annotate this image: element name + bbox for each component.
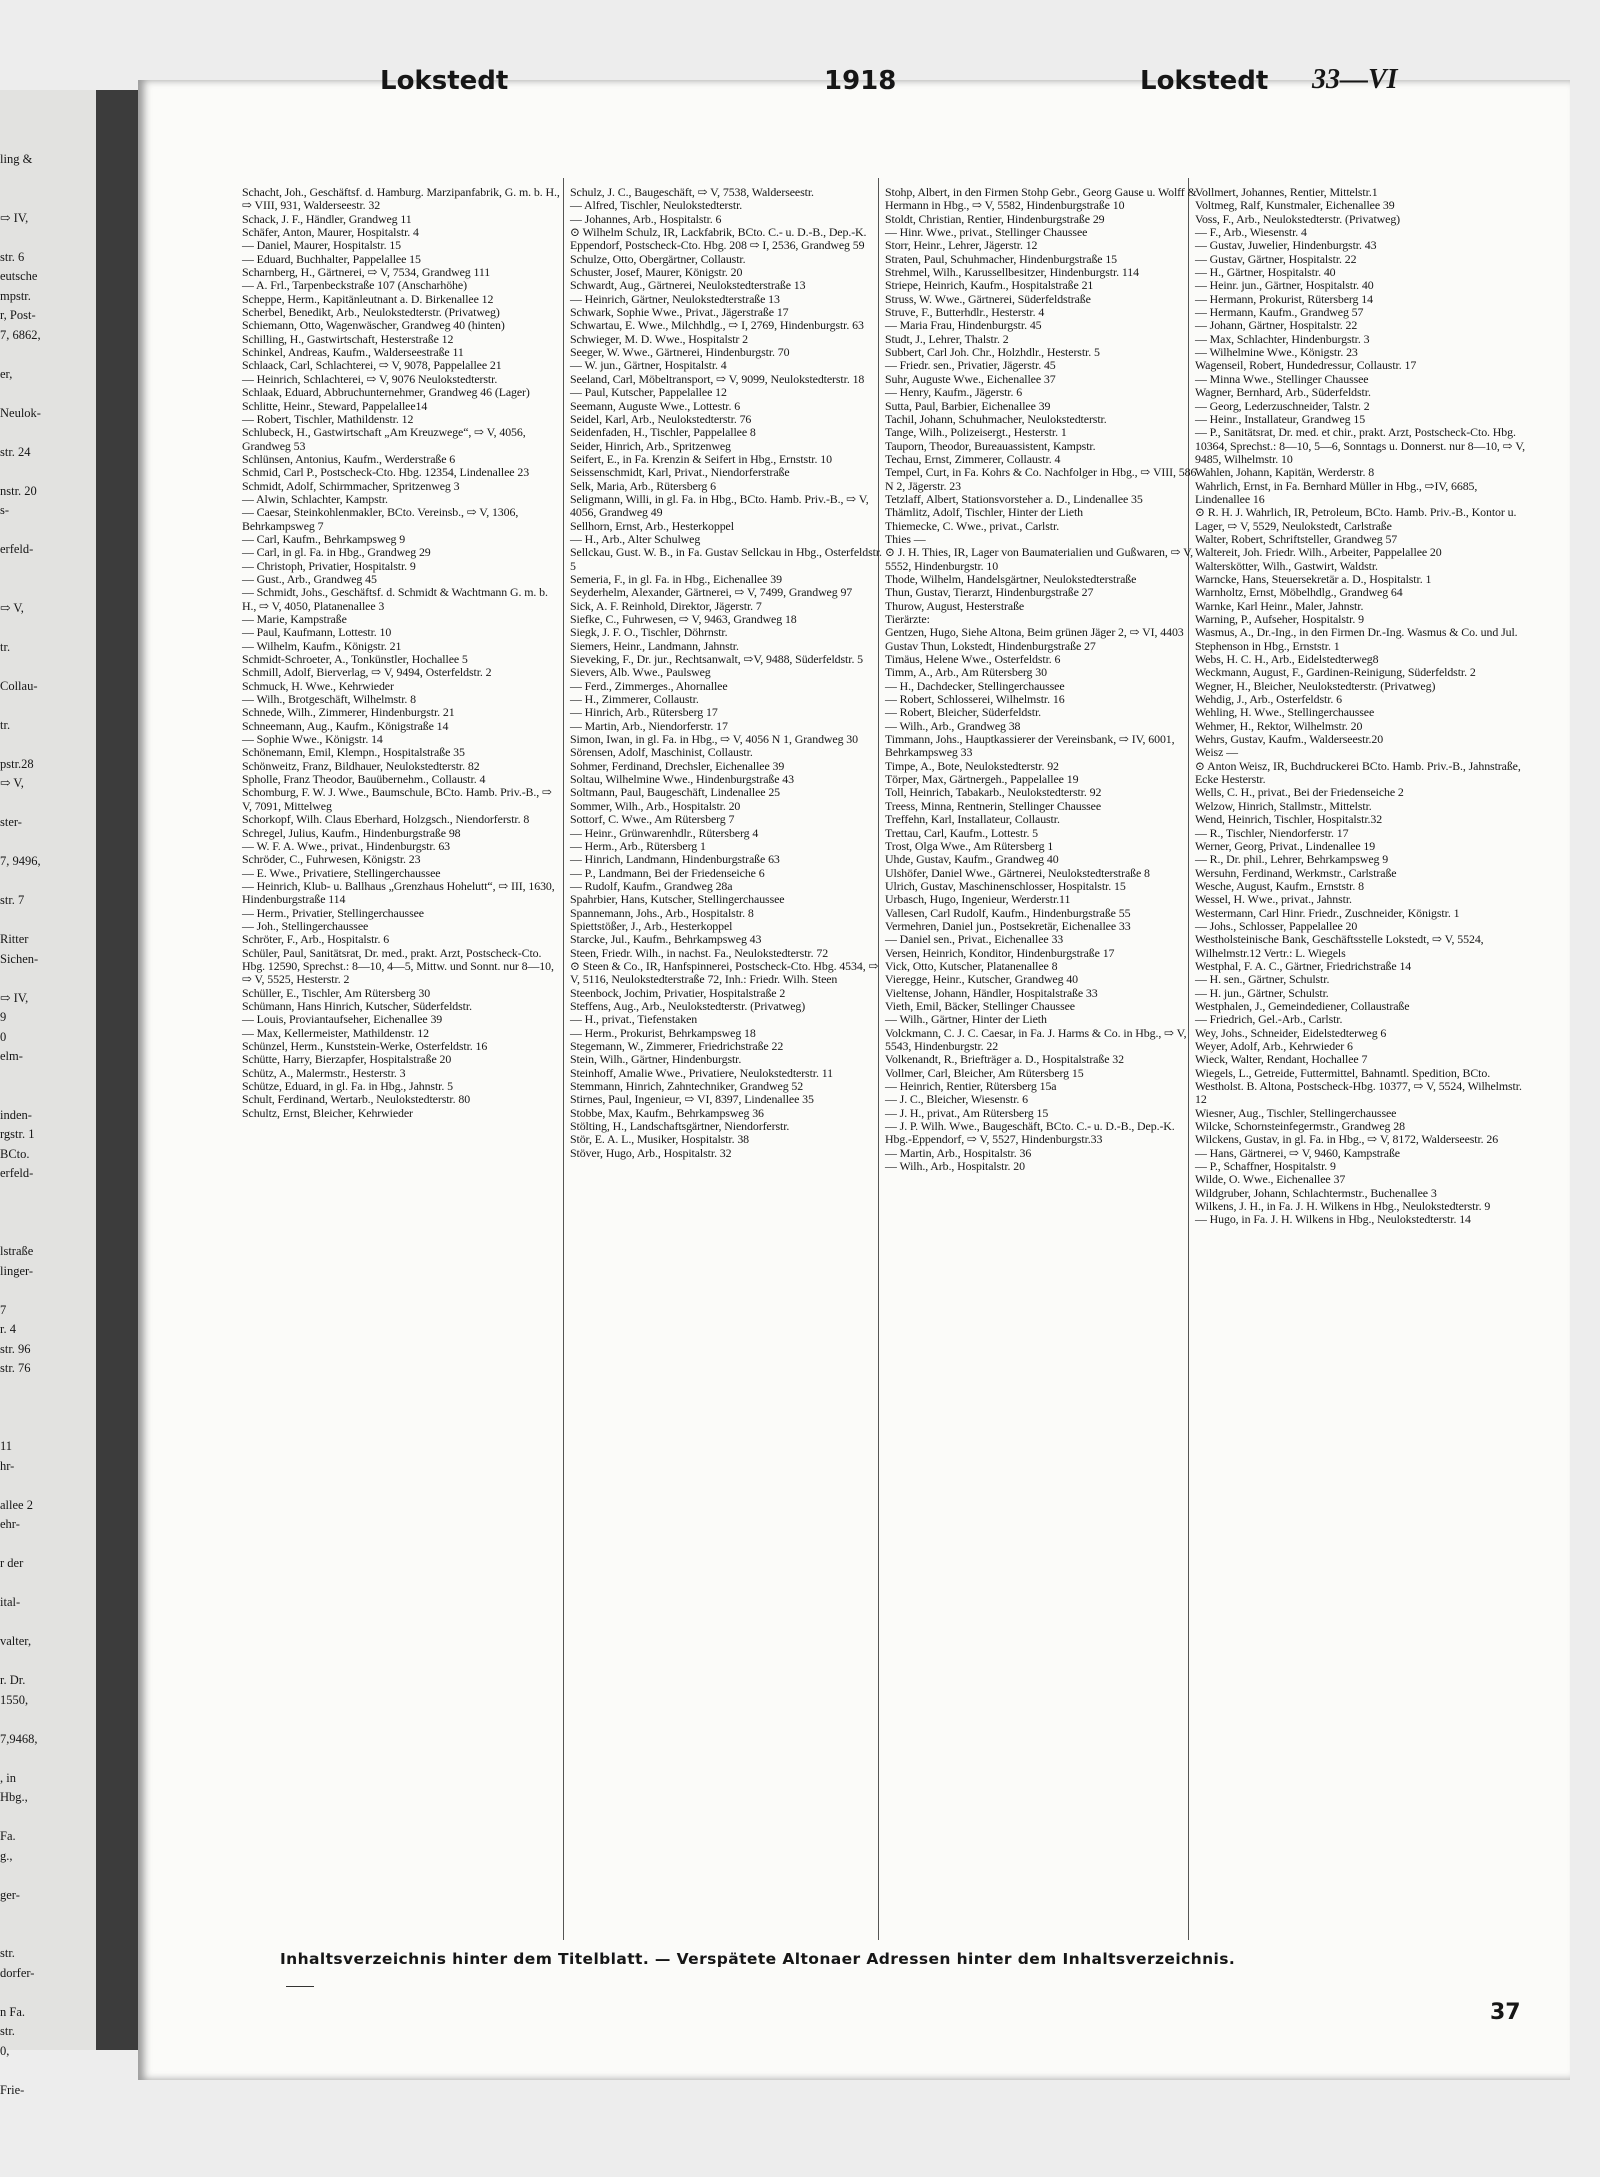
left-page-line [0, 1652, 96, 1672]
left-page-line [0, 1086, 96, 1106]
left-page-line: ital- [0, 1595, 21, 1609]
left-page-line: g., [0, 1848, 13, 1863]
left-page-line: r der [0, 1556, 24, 1570]
left-page-line: str. 24 [0, 444, 31, 459]
left-page-line: inden- [0, 1107, 32, 1122]
left-page-line [0, 1184, 96, 1204]
left-page-line: Collau- [0, 678, 38, 693]
left-page-line: BCto. [0, 1146, 30, 1161]
left-page-line [0, 423, 96, 443]
left-page-line: linger- [0, 1263, 34, 1278]
left-page-line [0, 1379, 96, 1399]
left-page-line: str. [0, 2024, 15, 2038]
left-page-line [0, 1983, 96, 2003]
left-page-line: elm- [0, 1049, 23, 1063]
left-page-line: ⇨ IV, [0, 990, 29, 1005]
left-page-line: tr. [0, 639, 11, 654]
left-page-line [0, 735, 96, 755]
left-page-line: 7 [0, 1302, 7, 1317]
left-page-line: tr. [0, 717, 11, 732]
left-page-line [0, 1866, 96, 1886]
left-page-line: nstr. 20 [0, 483, 37, 498]
left-page-line [0, 1398, 96, 1418]
left-page-line: 7,9468, [0, 1731, 38, 1746]
left-page-line: 7, 6862, [0, 327, 41, 342]
left-page-line: str. 96 [0, 1341, 31, 1356]
left-page-line [0, 618, 96, 638]
left-page-line [0, 560, 96, 580]
footer-rule [286, 1986, 314, 1987]
left-page-line: Ritter [0, 932, 29, 946]
left-page-line [0, 1223, 96, 1243]
left-page-line: str. [0, 1946, 15, 1960]
left-page-line [0, 872, 96, 892]
left-page-fragment [0, 90, 98, 2097]
directory-column-4: Vollmert, Johannes, Rentier, Mittelstr.1 Voltmeg, Ralf, Kunstmaler, Eichenallee 39 Voss, F., Arb., Neulokstedterstr. (Privatweg) — F., Arb., Wiesenstr. 4 — Gustav, Juwelier, Hindenburgstr. 43 — Gustav, Gärtner, Hospitalstr. 22 — H., Gärtner, Hospitalstr. 40 — Heinr. jun., Gärtner, Hospitalstr. 40 — Hermann, Prokurist, Rütersberg 14 — Hermann, Kaufm., Grandweg 57 — Johann, Gärtner, Hospitalstr. 22 — Max, Schlachter, Hindenburgstr. 3 — Wilhelmine Wwe., Königstr. 23 Wagenseil, Robert, Hundedressur, Collaustr. 17 — Minna Wwe., Stellinger Chaussee Wagner, Bernhard, Arb., Süderfeldstr. — Georg, Lederzuschneider, Talstr. 2 — Heinr., Installateur, Grandweg 15 — P., Sanitätsrat, Dr. med. et chir., prakt. Arzt, Postscheck-Cto. Hbg. 10364, Sprechst.: 8—10, 5—6, Sonntags u. Donnerst. nur 8—10, ⇨ V, 9485, Wilhelmstr. 10 Wahlen, Johann, Kapitän, Werderstr. 8 Wahrlich, Ernst, in Fa. Bernhard Müller in Hbg., ⇨IV, 6685, Lindenallee 16 ⊙ R. H. J. Wahrlich, IR, Petroleum, BCto. Hamb. Priv.-B., Kontor u. Lager, ⇨ V, 5529, Neulokstedt, Carlstraße Walter, Robert, Schriftsteller, Grandweg 57 Waltereit, Joh. Friedr. Wilh., Arbeiter, Pappelallee 20 Walterskötter, Wilh., Gastwirt, Waldstr. Warncke, Hans, Steuersekretär a. D., Hospitalstr. 1 Warnholtz, Ernst, Möbelhdlg., Grandweg 64 Warnke, Karl Heinr., Maler, Jahnstr. Warning, P., Aufseher, Hospitalstr. 9 Wasmus, A., Dr.-Ing., in den Firmen Dr.-Ing. Wasmus & Co. und Jul. Stephenson in Hbg., Ernststr. 1 Webs, H. C. H., Arb., Eidelstedterweg8 Weckmann, August, F., Gardinen-Reinigung, Süderfeldstr. 2 Wegner, H., Bleicher, Neulokstedterstr. (Privatweg) Wehdig, J., Arb., Osterfeldstr. 6 Wehling, H. Wwe., Stellingerchaussee Wehmer, H., Rektor, Wilhelmstr. 20 Wehrs, Gustav, Kaufm., Walderseestr.20 Weisz — ⊙ Anton Weisz, IR, Buchdruckerei BCto. Hamb. Priv.-B., Jahnstraße, Ecke Hesterstr. Wells, C. H., privat., Bei der Friedenseiche 2 Welzow, Hinrich, Stallmstr., Mittelstr. Wend, Heinrich, Tischler, Hospitalstr.32 — R., Tischler, Niendorferstr. 17 Werner, Georg, Privat., Lindenallee 19 — R., Dr. phil., Lehrer, Behrkampsweg 9 Wersuhn, Ferdinand, Werkmstr., Carlstraße Wesche, August, Kaufm., Ernststr. 8 Wessel, H. Wwe., privat., Jahnstr. Westermann, Carl Hinr. Friedr., Zuschneider, Königstr. 1 — Johs., Schlosser, Pappelallee 20 Westholsteinische Bank, Geschäftsstelle Lokstedt, ⇨ V, 5524, Wilhelmstr.12 Vertr.: L. Wiegels Westphal, F. A. C., Gärtner, Friedrichstraße 14 — H. sen., Gärtner, Schulstr. — H. jun., Gärtner, Schulstr. Westphalen, J., Gemeindediener, Collaustraße — Friedrich, Gel.-Arb., Carlstr. Wey, Johs., Schneider, Eidelstedterweg 6 Weyer, Adolf, Arb., Kehrwieder 6 Wieck, Walter, Rendant, Hochallee 7 Wiegels, L., Getreide, Futtermittel, Bahnamtl. Spedition, BCto. Westholst. B. Altona, Postscheck-Hbg. 10377, ⇨ V, 5524, Wilhelmstr. 12 Wiesner, Aug., Tischler, Stellingerchaussee Wilcke, Schornsteinfegermstr., Grandweg 28 Wilckens, Gustav, in gl. Fa. in Hbg., ⇨ V, 8172, Walderseestr. 26 — Hans, Gärtnerei, ⇨ V, 9460, Kampstraße — P., Schaffner, Hospitalstr. 9 Wilde, O. Wwe., Eichenallee 37 Wildgruber, Johann, Schlachtermstr., Buchenallee 3 Wilkens, J. H., in Fa. J. H. Wilkens in Hbg., Neulokstedterstr. 9 — Hugo, in Fa. J. H. Wilkens in Hbg., Neulokstedterstr. 14 [1195, 185, 1526, 1227]
left-page-line: r, Post- [0, 308, 36, 322]
page-number: 37 [1490, 2000, 1521, 2025]
left-page-line [0, 1925, 96, 1945]
left-page-line: , in [0, 1770, 16, 1785]
left-page-line [0, 1535, 96, 1555]
left-page-line [0, 462, 96, 482]
directory-column-1: Schacht, Joh., Geschäftsf. d. Hamburg. Marzipanfabrik, G. m. b. H., ⇨ VIII, 931, Walderseestr. 32 Schack, J. F., Händler, Grandweg 11 Schäfer, Anton, Maurer, Hospitalstr. 4 — Daniel, Maurer, Hospitalstr. 15 — Eduard, Buchhalter, Pappelallee 15 Scharnberg, H., Gärtnerei, ⇨ V, 7534, Grandweg 111 — A. Frl., Tarpenbeckstraße 107 (Anscharhöhe) Scheppe, Herm., Kapitänleutnant a. D. Birkenallee 12 Scherbel, Benedikt, Arb., Neulokstedterstr. (Privatweg) Schiemann, Otto, Wagenwäscher, Grandweg 40 (hinten) Schilling, H., Gastwirtschaft, Hesterstraße 12 Schinkel, Andreas, Kaufm., Walderseestraße 11 Schlaack, Carl, Schlachterei, ⇨ V, 9078, Pappelallee 21 — Heinrich, Schlachterei, ⇨ V, 9076 Neulokstedterstr. Schlaak, Eduard, Abbruchunternehmer, Grandweg 46 (Lager) Schlitte, Heinr., Steward, Pappelallee14 — Robert, Tischler, Mathildenstr. 12 Schlubeck, H., Gastwirtschaft „Am Kreuzwege“, ⇨ V, 4056, Grandweg 53 Schlünsen, Antonius, Kaufm., Werderstraße 6 Schmid, Carl P., Postscheck-Cto. Hbg. 12354, Lindenallee 23 Schmidt, Adolf, Schirmmacher, Spritzenweg 3 — Alwin, Schlachter, Kampstr. — Caesar, Steinkohlenmakler, BCto. Vereinsb., ⇨ V, 1306, Behrkampsweg 7 — Carl, Kaufm., Behrkampsweg 9 — Carl, in gl. Fa. in Hbg., Grandweg 29 — Christoph, Privatier, Hospitalstr. 9 — Gust., Arb., Grandweg 45 — Schmidt, Johs., Geschäftsf. d. Schmidt & Wachtmann G. m. b. H., ⇨ V, 4050, Platanenallee 3 — Marie, Kampstraße — Paul, Kaufmann, Lottestr. 10 — Wilhelm, Kaufm., Königstr. 21 Schmidt-Schroeter, A., Tonkünstler, Hochallee 5 Schmill, Adolf, Bierverlag, ⇨ V, 9494, Osterfeldstr. 2 Schmuck, H. Wwe., Kehrwieder — Wilh., Brotgeschäft, Wilhelmstr. 8 Schnede, Wilh., Zimmerer, Hindenburgstr. 21 Schneemann, Aug., Kaufm., Königstraße 14 — Sophie Wwe., Königstr. 14 Schönemann, Emil, Klempn., Hospitalstraße 35 Schönweitz, Franz, Bildhauer, Neulokstedterstr. 82 Spholle, Franz Theodor, Bauübernehm., Collaustr. 4 Schomburg, F. W. J. Wwe., Baumschule, BCto. Hamb. Priv.-B., ⇨ V, 7091, Mittelweg Schorkopf, Wilh. Claus Eberhard, Holzgsch., Niendorferstr. 8 Schregel, Julius, Kaufm., Hindenburgstraße 98 — W. F. A. Wwe., privat., Hindenburgstr. 63 Schröder, C., Fuhrwesen, Königstr. 23 — E. Wwe., Privatiere, Stellingerchaussee — Heinrich, Klub- u. Ballhaus „Grenzhaus Hohelutt“, ⇨ III, 1630, Hindenburgstraße 114 — Herm., Privatier, Stellingerchaussee — Joh., Stellingerchaussee Schröter, F., Arb., Hospitalstr. 6 Schüler, Paul, Sanitätsrat, Dr. med., prakt. Arzt, Postscheck-Cto. Hbg. 12590, Sprechst.: 8—10, 4—5, Mittw. und Sonnt. nur 8—10, ⇨ V, 5525, Hesterstr. 2 Schüller, E., Tischler, Am Rütersberg 30 Schümann, Hans Hinrich, Kutscher, Süderfeldstr. — Louis, Proviantaufseher, Eichenallee 39 — Max, Kellermeister, Mathildenstr. 12 Schünzel, Herm., Kunststein-Werke, Osterfeldstr. 16 Schütte, Harry, Bierzapfer, Hospitalstraße 20 Schütz, A., Malermstr., Hesterstr. 3 Schütze, Eduard, in gl. Fa. in Hbg., Jahnstr. 5 Schult, Ferdinand, Wertarb., Neulokstedterstr. 80 Schultz, Ernst, Bleicher, Kehrwieder [242, 185, 560, 1120]
left-page-line: str. 76 [0, 1361, 31, 1375]
left-page-line [0, 1067, 96, 1087]
left-page-line [0, 1418, 96, 1438]
left-page-line: Fa. [0, 1829, 16, 1843]
footer-notice: Inhaltsverzeichnis hinter dem Titelblatt. — Verspätete Altonaer Adressen hinter dem Inhaltsverzeichnis. [280, 1950, 1236, 1968]
left-page-line: eutsche [0, 269, 38, 283]
left-page-line [0, 1710, 96, 1730]
left-page-line [0, 579, 96, 599]
left-page-line [0, 228, 96, 248]
page-header [100, 66, 1400, 106]
left-page-line [0, 1476, 96, 1496]
left-page-line [0, 794, 96, 814]
left-page-line: erfeld- [0, 542, 34, 556]
left-page-line [0, 1905, 96, 1925]
left-page-line [0, 189, 96, 209]
left-page-line: valter, [0, 1634, 32, 1648]
header-right-title: Lokstedt [1140, 66, 1269, 96]
directory-column-2: Schulz, J. C., Baugeschäft, ⇨ V, 7538, Walderseestr. — Alfred, Tischler, Neulokstedterstr. — Johannes, Arb., Hospitalstr. 6 ⊙ Wilhelm Schulz, IR, Lackfabrik, BCto. C.- u. D.-B., Dep.-K. Eppendorf, Postscheck-Cto. Hbg. 208 ⇨ I, 2536, Grandweg 59 Schulze, Otto, Obergärtner, Collaustr. Schuster, Josef, Maurer, Königstr. 20 Schwardt, Aug., Gärtnerei, Neulokstedterstraße 13 — Heinrich, Gärtner, Neulokstedterstraße 13 Schwark, Sophie Wwe., Privat., Jägerstraße 17 Schwartau, E. Wwe., Milchhdlg., ⇨ I, 2769, Hindenburgstr. 63 Schwieger, M. D. Wwe., Hospitalstr 2 Seeger, W. Wwe., Gärtnerei, Hindenburgstr. 70 — W. jun., Gärtner, Hospitalstr. 4 Seeland, Carl, Möbeltransport, ⇨ V, 9099, Neulokstedterstr. 18 — Paul, Kutscher, Pappelallee 12 Seemann, Auguste Wwe., Lottestr. 6 Seidel, Karl, Arb., Neulokstedterstr. 76 Seidenfaden, H., Tischler, Pappelallee 8 Seider, Hinrich, Arb., Spritzenweg Seifert, E., in Fa. Krenzin & Seifert in Hbg., Ernststr. 10 Seissenschmidt, Karl, Privat., Niendorferstraße Selk, Maria, Arb., Rütersberg 6 Seligmann, Willi, in gl. Fa. in Hbg., BCto. Hamb. Priv.-B., ⇨ V, 4056, Grandweg 49 Sellhorn, Ernst, Arb., Hesterkoppel — H., Arb., Alter Schulweg Sellckau, Gust. W. B., in Fa. Gustav Sellckau in Hbg., Osterfeldstr. 5 Semeria, F., in gl. Fa. in Hbg., Eichenallee 39 Seyderhelm, Alexander, Gärtnerei, ⇨ V, 7499, Grandweg 97 Sick, A. F. Reinhold, Direktor, Jägerstr. 7 Siefke, C., Fuhrwesen, ⇨ V, 9463, Grandweg 18 Siegk, J. F. O., Tischler, Döhrnstr. Siemers, Heinr., Landmann, Jahnstr. Sieveking, F., Dr. jur., Rechtsanwalt, ⇨V, 9488, Süderfeldstr. 5 Sievers, Alb. Wwe., Paulsweg — Ferd., Zimmerges., Ahornallee — H., Zimmerer, Collaustr. — Hinrich, Arb., Rütersberg 17 — Martin, Arb., Niendorferstr. 17 Simon, Iwan, in gl. Fa. in Hbg., ⇨ V, 4056 N 1, Grandweg 30 Sörensen, Adolf, Maschinist, Collaustr. Sohmer, Ferdinand, Drechsler, Eichenallee 39 Soltau, Wilhelmine Wwe., Hindenburgstraße 43 Soltmann, Paul, Baugeschäft, Lindenallee 25 Sommer, Wilh., Arb., Hospitalstr. 20 Sottorf, C. Wwe., Am Rütersberg 7 — Heinr., Grünwarenhdlr., Rütersberg 4 — Herm., Arb., Rütersberg 1 — Hinrich, Landmann, Hindenburgstraße 63 — P., Landmann, Bei der Friedenseiche 6 — Rudolf, Kaufm., Grandweg 28a Spahrbier, Hans, Kutscher, Stellingerchaussee Spannemann, Johs., Arb., Hospitalstr. 8 Spiettstößer, J., Arb., Hesterkoppel Starcke, Jul., Kaufm., Behrkampsweg 43 Steen, Friedr. Wilh., in nachst. Fa., Neulokstedterstr. 72 ⊙ Steen & Co., IR, Hanfspinnerei, Postscheck-Cto. Hbg. 4534, ⇨ V, 5116, Neulokstedterstraße 72, Inh.: Friedr. Wilh. Steen Steenbock, Jochim, Privatier, Hospitalstraße 2 Steffens, Aug., Arb., Neulokstedterstr. (Privatweg) — H., privat., Tiefenstaken — Herm., Prokurist, Behrkampsweg 18 Stegemann, W., Zimmerer, Friedrichstraße 22 Stein, Wilh., Gärtner, Hindenburgstr. Steinhoff, Amalie Wwe., Privatiere, Neulokstedterstr. 11 Stemmann, Hinrich, Zahntechniker, Grandweg 52 Stirnes, Paul, Ingenieur, ⇨ VI, 8397, Lindenallee 35 Stobbe, Max, Kaufm., Behrkampsweg 36 Stölting, H., Landschaftsgärtner, Niendorferstr. Stör, E. A. L., Musiker, Hospitalstr. 38 Stöver, Hugo, Arb., Hospitalstr. 32 [570, 185, 882, 1160]
left-page-text [0, 150, 96, 2100]
left-page-line: str. 7 [0, 893, 25, 907]
left-page-line: 11 [0, 1439, 13, 1453]
left-page-line: ⇨ V, [0, 776, 24, 790]
left-page-line [0, 911, 96, 931]
left-page-line [0, 521, 96, 541]
left-page-line: ehr- [0, 1517, 20, 1531]
left-page-line: ⇨ V, [0, 600, 24, 615]
left-page-line [0, 969, 96, 989]
left-page-line [0, 345, 96, 365]
left-page-line: Sichen- [0, 951, 39, 966]
left-page-line [0, 1203, 96, 1223]
left-page-line: Frie- [0, 2082, 25, 2097]
left-page-line [0, 170, 96, 190]
left-page-line [0, 384, 96, 404]
directory-column-3: Stohp, Albert, in den Firmen Stohp Gebr., Georg Gause u. Wolff & Hermann in Hbg., ⇨ V, 5582, Hindenburgstraße 10 Stoldt, Christian, Rentier, Hindenburgstraße 29 — Hinr. Wwe., privat., Stellinger Chaussee Storr, Heinr., Lehrer, Jägerstr. 12 Straten, Paul, Schuhmacher, Hindenburgstraße 15 Strehmel, Wilh., Karussellbesitzer, Hindenburgstr. 114 Striepe, Heinrich, Kaufm., Hospitalstraße 21 Struss, W. Wwe., Gärtnerei, Süderfeldstraße Struve, F., Butterhdlr., Hesterstr. 4 — Maria Frau, Hindenburgstr. 45 Studt, J., Lehrer, Thalstr. 2 Subbert, Carl Joh. Chr., Holzhdlr., Hesterstr. 5 — Friedr. sen., Privatier, Jägerstr. 45 Suhr, Auguste Wwe., Eichenallee 37 — Henry, Kaufm., Jägerstr. 6 Sutta, Paul, Barbier, Eichenallee 39 Tachil, Johann, Schuhmacher, Neulokstedterstr. Tange, Wilh., Polizeisergt., Hesterstr. 1 Tauporn, Theodor, Bureauassistent, Kampstr. Techau, Ernst, Zimmerer, Collaustr. 4 Tempel, Curt, in Fa. Kohrs & Co. Nachfolger in Hbg., ⇨ VIII, 586 N 2, Jägerstr. 23 Tetzlaff, Albert, Stationsvorsteher a. D., Lindenallee 35 Thämlitz, Adolf, Tischler, Hinter der Lieth Thiemecke, C. Wwe., privat., Carlstr. Thies — ⊙ J. H. Thies, IR, Lager von Baumaterialien und Gußwaren, ⇨ V, 5552, Hindenburgstr. 10 Thode, Wilhelm, Handelsgärtner, Neulokstedterstraße Thun, Gustav, Tierarzt, Hindenburgstraße 27 Thurow, August, Hesterstraße Tierärzte: Gentzen, Hugo, Siehe Altona, Beim grünen Jäger 2, ⇨ VI, 4403 Gustav Thun, Lokstedt, Hindenburgstraße 27 Timäus, Helene Wwe., Osterfeldstr. 6 Timm, A., Arb., Am Rütersberg 30 — H., Dachdecker, Stellingerchaussee — Robert, Schlosserei, Wilhelmstr. 16 — Robert, Bleicher, Süderfeldstr. — Wilh., Arb., Grandweg 38 Timmann, Johs., Hauptkassierer der Vereinsbank, ⇨ IV, 6001, Behrkampsweg 33 Timpe, A., Bote, Neulokstedterstr. 92 Törper, Max, Gärtnergeh., Pappelallee 19 Toll, Heinrich, Tabakarb., Neulokstedterstr. 92 Treess, Minna, Rentnerin, Stellinger Chaussee Treffehn, Karl, Installateur, Collaustr. Trettau, Carl, Kaufm., Lottestr. 5 Trost, Olga Wwe., Am Rütersberg 1 Uhde, Gustav, Kaufm., Grandweg 40 Ulshöfer, Daniel Wwe., Gärtnerei, Neulokstedterstraße 8 Ulrich, Gustav, Maschinenschlosser, Hospitalstr. 15 Urbasch, Hugo, Ingenieur, Werderstr.11 Vallesen, Carl Rudolf, Kaufm., Hindenburgstraße 55 Vermehren, Daniel jun., Postsekretär, Eichenallee 33 — Daniel sen., Privat., Eichenallee 33 Versen, Heinrich, Konditor, Hindenburgstraße 17 Vick, Otto, Kutscher, Platanenallee 8 Vieregge, Heinr., Kutscher, Grandweg 40 Vieltense, Johann, Händler, Hospitalstraße 33 Vieth, Emil, Bäcker, Stellinger Chaussee — Wilh., Gärtner, Hinter der Lieth Volckmann, C. J. C. Caesar, in Fa. J. Harms & Co. in Hbg., ⇨ V, 5543, Hindenburgstr. 22 Volkenandt, R., Briefträger a. D., Hospitalstraße 32 Vollmer, Carl, Bleicher, Am Rütersberg 15 — Heinrich, Rentier, Rütersberg 15a — J. C., Bleicher, Wiesenstr. 6 — J. H., privat., Am Rütersberg 15 — J. P. Wilh. Wwe., Baugeschäft, BCto. C.- u. D.-B., Dep.-K. Hbg.-Eppendorf, ⇨ V, 5527, Hindenburgstr.33 — Martin, Arb., Hospitalstr. 36 — Wilh., Arb., Hospitalstr. 20 [885, 185, 1197, 1174]
left-page-line [0, 1808, 96, 1828]
left-page-line: 0, [0, 2043, 10, 2058]
left-page-line [0, 833, 96, 853]
left-page-line: 0 [0, 1029, 7, 1044]
header-year: 1918 [824, 66, 897, 96]
left-page-line: allee 2 [0, 1497, 33, 1512]
left-page-line: str. 6 [0, 249, 25, 264]
left-page-line: r. 4 [0, 1322, 16, 1336]
left-page-line: ster- [0, 815, 22, 829]
left-page-line: hr- [0, 1458, 15, 1473]
left-page-line [0, 1749, 96, 1769]
left-page-line [0, 696, 96, 716]
left-page-line: mpstr. [0, 288, 31, 303]
header-page-code: 33—VI [1312, 64, 1398, 95]
left-page-line: rgstr. 1 [0, 1127, 35, 1141]
left-page-line: 7, 9496, [0, 854, 41, 868]
left-page-line: r. Dr. [0, 1673, 26, 1687]
left-page-line: ger- [0, 1887, 20, 1902]
left-page-line: 1550, [0, 1692, 29, 1707]
left-page-line [0, 657, 96, 677]
left-page-line: 9 [0, 1010, 7, 1024]
left-page-line: lstraße [0, 1244, 34, 1258]
left-page-line [0, 1613, 96, 1633]
left-page-line [0, 1574, 96, 1594]
left-page-line: erfeld- [0, 1166, 34, 1180]
left-page-line: er, [0, 366, 13, 381]
left-page-line [0, 2061, 96, 2081]
left-page-line: Hbg., [0, 1790, 28, 1804]
column-divider [563, 178, 564, 1940]
left-page-line: pstr.28 [0, 756, 34, 771]
left-page-line: n Fa. [0, 2004, 25, 2019]
left-page-line: ⇨ IV, [0, 210, 29, 225]
left-page-line: dorfer- [0, 1965, 35, 1980]
header-left-title: Lokstedt [380, 66, 509, 96]
left-page-line: Neulok- [0, 405, 41, 420]
left-page-line: ling & [0, 152, 33, 166]
left-page-line [0, 1281, 96, 1301]
left-page-line: s- [0, 503, 10, 517]
book-spine [96, 90, 138, 2050]
